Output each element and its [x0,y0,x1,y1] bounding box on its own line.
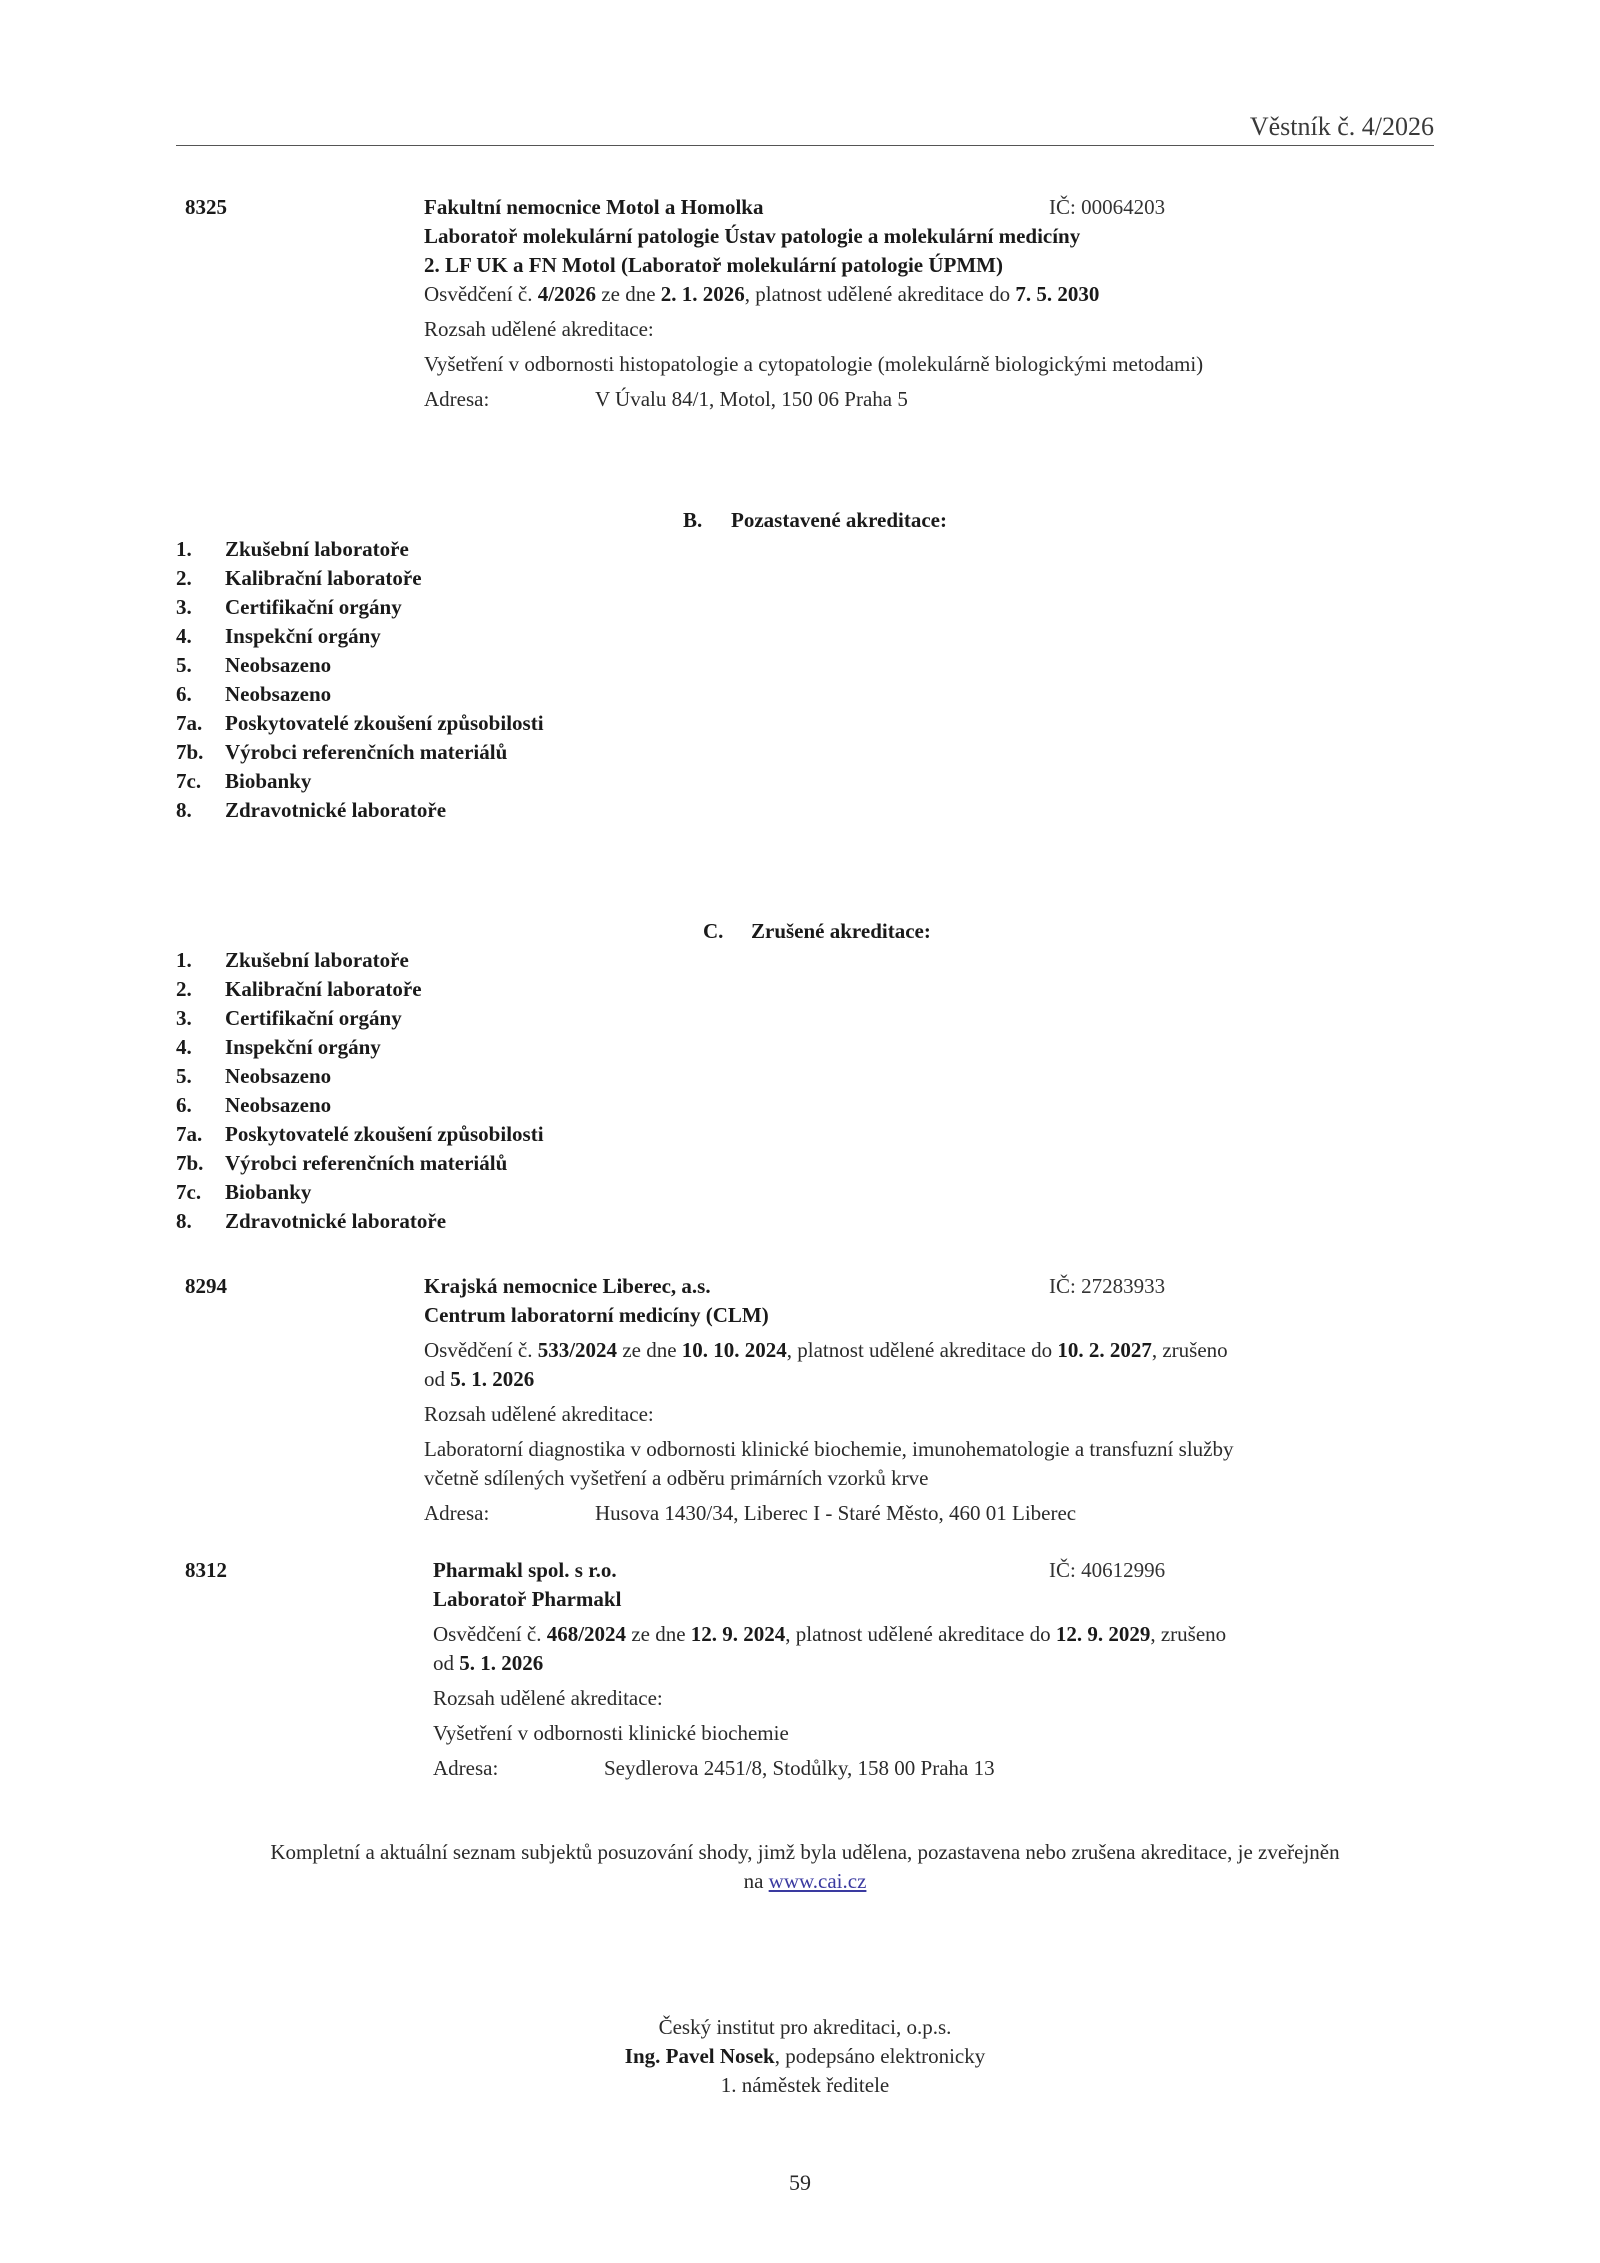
category-number: 3. [176,595,192,619]
certificate-line [424,280,1203,309]
category-number: 7c. [176,769,202,793]
category-number: 5. [176,1064,192,1088]
scope-text: Vyšetření v odbornosti klinické biochemie [433,1721,789,1745]
organization-ic: IČ: 40612996 [1049,1558,1166,1582]
scope-label: Rozsah udělené akreditace: [424,1402,654,1426]
category-list-item [176,709,544,738]
category-number: 6. [176,1093,192,1117]
category-label: Biobanky [225,1180,312,1204]
cert-text: ze dne [617,1338,682,1362]
page-number: 59 [789,2170,811,2195]
cert-text: , zrušeno [1151,1338,1228,1362]
category-number: 7c. [176,1180,202,1204]
signature-line [400,2042,1210,2071]
lab-name-line: Laboratoř Pharmakl [433,1587,622,1611]
category-label: Inspekční orgány [225,1035,381,1059]
organization-ic: IČ: 27283933 [1049,1274,1166,1298]
category-label: Neobsazeno [225,653,332,677]
category-number: 7a. [176,711,203,735]
cert-text: ze dne [596,282,661,306]
category-number: 8. [176,1209,192,1233]
category-number: 7b. [176,1151,204,1175]
section-c-heading [703,917,931,946]
address-line [424,385,1203,414]
cert-valid-until: 10. 2. 2027 [1057,1338,1152,1362]
category-label: Poskytovatelé zkoušení způsobilosti [225,1122,544,1146]
category-number: 3. [176,1006,192,1030]
address-line [424,1499,1233,1528]
category-number: 1. [176,537,192,561]
cert-number: 4/2026 [537,282,597,306]
category-label: Zdravotnické laboratoře [225,798,447,822]
category-list-item [176,651,544,680]
category-number: 4. [176,1035,192,1059]
cancellation-line [433,1649,1226,1678]
category-number: 7a. [176,1122,203,1146]
section-title: Zrušené akreditace: [751,919,931,943]
section-b-category-list [176,535,544,825]
category-label: Zkušební laboratoře [225,948,409,972]
cancel-prefix: od [433,1651,460,1675]
accreditation-entry-8325 [424,193,1203,414]
cert-text: ze dne [626,1622,691,1646]
category-label: Zdravotnické laboratoře [225,1209,447,1233]
category-label: Kalibrační laboratoře [225,566,422,590]
category-list-item [176,1062,544,1091]
category-label: Neobsazeno [225,682,332,706]
address-label: Adresa: [424,387,490,411]
signed-electronically: , podepsáno elektronicky [774,2044,986,2068]
cert-number: 533/2024 [537,1338,618,1362]
address-label: Adresa: [424,1501,490,1525]
category-list-item [176,622,544,651]
category-list-item [176,535,544,564]
certificate-line [424,1336,1233,1365]
entry-number: 8312 [185,1558,227,1582]
cert-date: 12. 9. 2024 [690,1622,786,1646]
cert-text: , platnost udělené akreditace do [785,1622,1056,1646]
section-letter: B. [683,508,703,532]
organization-name: Krajská nemocnice Liberec, a.s. [424,1274,711,1298]
category-label: Neobsazeno [225,1064,332,1088]
lab-name-line: 2. LF UK a FN Motol (Laboratoř molekulární patologie ÚPMM) [424,253,1003,277]
address-value: Seydlerova 2451/8, Stodůlky, 158 00 Praha 13 [604,1756,995,1780]
lab-name-line: Laboratoř molekulární patologie Ústav patologie a molekulární medicíny [424,224,1081,248]
organization-ic: IČ: 00064203 [1049,195,1166,219]
entry-number: 8325 [185,195,227,219]
scope-text: včetně sdílených vyšetření a odběru primárních vzorků krve [424,1466,929,1490]
cert-valid-until: 12. 9. 2029 [1055,1622,1151,1646]
organization-name: Fakultní nemocnice Motol a Homolka [424,195,764,219]
category-label: Kalibrační laboratoře [225,977,422,1001]
address-line [433,1754,1226,1783]
organization-name: Pharmakl spol. s r.o. [433,1558,617,1582]
accreditation-entry-8294 [424,1272,1233,1528]
bulletin-title: Věstník č. 4/2026 [1249,112,1434,141]
category-list-item [176,946,544,975]
footer-note-link-line [160,1867,1450,1896]
accreditation-entry-8312 [433,1556,1226,1783]
cert-prefix: Osvědčení č. [424,1338,538,1362]
category-number: 2. [176,977,192,1001]
certificate-line [433,1620,1226,1649]
scope-label: Rozsah udělené akreditace: [424,317,654,341]
category-list-item [176,796,544,825]
category-label: Výrobci referenčních materiálů [225,1151,508,1175]
section-b-heading [683,506,947,535]
category-list-item [176,593,544,622]
cancellation-line [424,1365,1233,1394]
cancel-date: 5. 1. 2026 [459,1651,544,1675]
address-label: Adresa: [433,1756,499,1780]
address-value: V Úvalu 84/1, Motol, 150 06 Praha 5 [595,387,908,411]
cert-number: 468/2024 [546,1622,627,1646]
category-list-item [176,1149,544,1178]
cancel-date: 5. 1. 2026 [450,1367,535,1391]
category-label: Certifikační orgány [225,595,402,619]
category-list-item [176,767,544,796]
signature-block [400,2013,1210,2100]
cert-date: 2. 1. 2026 [660,282,745,306]
footer-note-prefix: na [743,1869,769,1893]
category-list-item [176,1091,544,1120]
cert-prefix: Osvědčení č. [424,282,538,306]
category-label: Zkušební laboratoře [225,537,409,561]
section-c-category-list [176,946,544,1236]
scope-text: Laboratorní diagnostika v odbornosti klinické biochemie, imunohematologie a transfuzní služby [424,1437,1234,1461]
section-letter: C. [703,919,724,943]
category-number: 5. [176,653,192,677]
category-list-item [176,1207,544,1236]
category-number: 2. [176,566,192,590]
scope-text: Vyšetření v odbornosti histopatologie a cytopatologie (molekulárně biologickými metodami) [424,352,1204,376]
cai-website-link[interactable]: www.cai.cz [768,1869,867,1893]
cert-prefix: Osvědčení č. [433,1622,547,1646]
category-list-item [176,564,544,593]
category-label: Inspekční orgány [225,624,381,648]
address-value: Husova 1430/34, Liberec I - Staré Město, 460 01 Liberec [595,1501,1077,1525]
cert-text: , zrušeno [1150,1622,1227,1646]
category-list-item [176,680,544,709]
category-number: 4. [176,624,192,648]
signer-role: 1. náměstek ředitele [720,2073,890,2097]
category-number: 1. [176,948,192,972]
category-label: Výrobci referenčních materiálů [225,740,508,764]
entry-number: 8294 [185,1274,227,1298]
lab-name-line: Centrum laboratorní medicíny (CLM) [424,1303,769,1327]
header-divider [176,145,1434,146]
cert-text: , platnost udělené akreditace do [786,1338,1058,1362]
footer-note-text: Kompletní a aktuální seznam subjektů posuzování shody, jimž byla udělena, pozastavena nebo zrušena akreditace, je zveřejněn [270,1840,1340,1864]
cancel-prefix: od [424,1367,451,1391]
scope-label: Rozsah udělené akreditace: [433,1686,663,1710]
category-list-item [176,1120,544,1149]
category-list-item [176,975,544,1004]
category-label: Certifikační orgány [225,1006,402,1030]
section-title: Pozastavené akreditace: [731,508,947,532]
category-label: Poskytovatelé zkoušení způsobilosti [225,711,544,735]
cert-text: , platnost udělené akreditace do [744,282,1016,306]
footer-note [160,1838,1450,1896]
cert-date: 10. 10. 2024 [681,1338,787,1362]
category-list-item [176,1178,544,1207]
signature-organization: Český institut pro akreditaci, o.p.s. [658,2015,952,2039]
category-list-item [176,1004,544,1033]
category-list-item [176,738,544,767]
category-number: 6. [176,682,192,706]
cert-valid-until: 7. 5. 2030 [1015,282,1100,306]
category-label: Neobsazeno [225,1093,332,1117]
category-number: 7b. [176,740,204,764]
category-number: 8. [176,798,192,822]
category-label: Biobanky [225,769,312,793]
signer-name: Ing. Pavel Nosek [624,2044,775,2068]
category-list-item [176,1033,544,1062]
